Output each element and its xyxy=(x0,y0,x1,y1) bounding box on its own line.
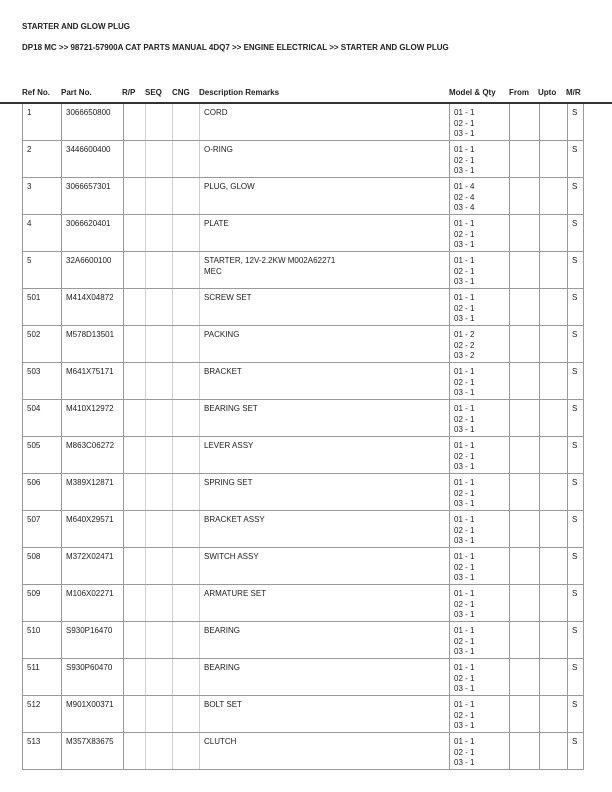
cell-rp xyxy=(124,215,146,252)
cell-model-qty: 01 - 1 02 - 1 03 - 1 xyxy=(450,400,510,437)
cell-description: ARMATURE SET xyxy=(200,585,450,622)
cell-cng xyxy=(173,622,200,659)
cell-from xyxy=(510,585,540,622)
cell-upto xyxy=(540,548,568,585)
cell-model-qty: 01 - 1 02 - 1 03 - 1 xyxy=(450,548,510,585)
cell-seq xyxy=(146,326,173,363)
cell-ref-no: 5 xyxy=(23,252,62,289)
cell-from xyxy=(510,104,540,141)
cell-from xyxy=(510,400,540,437)
cell-mr: S xyxy=(568,252,584,289)
cell-mr: S xyxy=(568,400,584,437)
parts-table-body xyxy=(23,104,584,770)
header-part-no: Part No. xyxy=(61,88,92,97)
cell-seq xyxy=(146,104,173,141)
cell-part-no: M863C06272 xyxy=(62,437,124,474)
table-row xyxy=(23,511,584,548)
cell-rp xyxy=(124,326,146,363)
cell-from xyxy=(510,622,540,659)
cell-part-no: 3066657301 xyxy=(62,178,124,215)
header-upto: Upto xyxy=(538,88,557,97)
cell-seq xyxy=(146,437,173,474)
table-row xyxy=(23,363,584,400)
cell-model-qty: 01 - 1 02 - 1 03 - 1 xyxy=(450,585,510,622)
table-row xyxy=(23,622,584,659)
header-model-qty: Model & Qty xyxy=(449,88,496,97)
cell-upto xyxy=(540,363,568,400)
cell-mr: S xyxy=(568,659,584,696)
cell-part-no: M357X83675 xyxy=(62,733,124,770)
cell-description: LEVER ASSY xyxy=(200,437,450,474)
cell-mr: S xyxy=(568,696,584,733)
cell-rp xyxy=(124,363,146,400)
cell-mr: S xyxy=(568,511,584,548)
cell-description: BEARING SET xyxy=(200,400,450,437)
cell-rp xyxy=(124,252,146,289)
cell-ref-no: 512 xyxy=(23,696,62,733)
cell-from xyxy=(510,733,540,770)
cell-rp xyxy=(124,511,146,548)
cell-rp xyxy=(124,104,146,141)
table-row xyxy=(23,104,584,141)
cell-part-no: M372X02471 xyxy=(62,548,124,585)
cell-description: BRACKET ASSY xyxy=(200,511,450,548)
table-row xyxy=(23,548,584,585)
cell-model-qty: 01 - 1 02 - 1 03 - 1 xyxy=(450,733,510,770)
header-cng: CNG xyxy=(172,88,190,97)
cell-mr: S xyxy=(568,289,584,326)
header-description: Description Remarks xyxy=(199,88,280,97)
cell-ref-no: 511 xyxy=(23,659,62,696)
cell-ref-no: 510 xyxy=(23,622,62,659)
cell-seq xyxy=(146,659,173,696)
cell-ref-no: 506 xyxy=(23,474,62,511)
cell-seq xyxy=(146,141,173,178)
cell-part-no: M414X04872 xyxy=(62,289,124,326)
cell-description: SWITCH ASSY xyxy=(200,548,450,585)
cell-upto xyxy=(540,622,568,659)
cell-description: SPRING SET xyxy=(200,474,450,511)
cell-seq xyxy=(146,363,173,400)
cell-from xyxy=(510,141,540,178)
cell-ref-no: 507 xyxy=(23,511,62,548)
cell-seq xyxy=(146,733,173,770)
cell-mr: S xyxy=(568,363,584,400)
header-rp: R/P xyxy=(122,88,136,97)
cell-description: STARTER, 12V-2.2KW M002A62271 MEC xyxy=(200,252,450,289)
cell-ref-no: 503 xyxy=(23,363,62,400)
cell-description: PLATE xyxy=(200,215,450,252)
cell-seq xyxy=(146,622,173,659)
cell-upto xyxy=(540,511,568,548)
cell-upto xyxy=(540,215,568,252)
cell-from xyxy=(510,215,540,252)
cell-mr: S xyxy=(568,178,584,215)
cell-model-qty: 01 - 1 02 - 1 03 - 1 xyxy=(450,289,510,326)
cell-from xyxy=(510,363,540,400)
cell-rp xyxy=(124,474,146,511)
cell-part-no: M578D13501 xyxy=(62,326,124,363)
cell-cng xyxy=(173,141,200,178)
cell-ref-no: 513 xyxy=(23,733,62,770)
cell-upto xyxy=(540,252,568,289)
cell-model-qty: 01 - 1 02 - 1 03 - 1 xyxy=(450,104,510,141)
cell-from xyxy=(510,696,540,733)
cell-cng xyxy=(173,400,200,437)
table-row xyxy=(23,289,584,326)
cell-upto xyxy=(540,696,568,733)
cell-ref-no: 505 xyxy=(23,437,62,474)
cell-description: BEARING xyxy=(200,622,450,659)
cell-upto xyxy=(540,437,568,474)
cell-upto xyxy=(540,659,568,696)
header-from: From xyxy=(509,88,529,97)
cell-cng xyxy=(173,326,200,363)
cell-seq xyxy=(146,289,173,326)
table-row xyxy=(23,326,584,363)
cell-part-no: 3066620401 xyxy=(62,215,124,252)
cell-mr: S xyxy=(568,622,584,659)
cell-from xyxy=(510,326,540,363)
cell-description: PLUG, GLOW xyxy=(200,178,450,215)
cell-rp xyxy=(124,585,146,622)
cell-part-no: S930P60470 xyxy=(62,659,124,696)
cell-description: BEARING xyxy=(200,659,450,696)
cell-upto xyxy=(540,400,568,437)
cell-cng xyxy=(173,474,200,511)
cell-description: BRACKET xyxy=(200,363,450,400)
cell-ref-no: 2 xyxy=(23,141,62,178)
cell-upto xyxy=(540,141,568,178)
header-mr: M/R xyxy=(566,88,581,97)
cell-model-qty: 01 - 2 02 - 2 03 - 2 xyxy=(450,326,510,363)
cell-from xyxy=(510,474,540,511)
cell-from xyxy=(510,289,540,326)
cell-seq xyxy=(146,252,173,289)
table-row xyxy=(23,733,584,770)
cell-description: BOLT SET xyxy=(200,696,450,733)
cell-mr: S xyxy=(568,141,584,178)
cell-cng xyxy=(173,585,200,622)
cell-rp xyxy=(124,289,146,326)
cell-part-no: M106X02271 xyxy=(62,585,124,622)
cell-upto xyxy=(540,289,568,326)
cell-ref-no: 502 xyxy=(23,326,62,363)
cell-cng xyxy=(173,215,200,252)
table-row xyxy=(23,178,584,215)
cell-part-no: 3066650800 xyxy=(62,104,124,141)
cell-part-no: 32A6600100 xyxy=(62,252,124,289)
cell-cng xyxy=(173,252,200,289)
cell-cng xyxy=(173,178,200,215)
cell-cng xyxy=(173,696,200,733)
breadcrumb: DP18 MC >> 98721-57900A CAT PARTS MANUAL 4DQ7 >> ENGINE ELECTRICAL >> STARTER AND GLOW PLUG xyxy=(22,43,449,52)
table-row xyxy=(23,252,584,289)
cell-model-qty: 01 - 1 02 - 1 03 - 1 xyxy=(450,252,510,289)
cell-model-qty: 01 - 1 02 - 1 03 - 1 xyxy=(450,141,510,178)
cell-description: CORD xyxy=(200,104,450,141)
cell-seq xyxy=(146,474,173,511)
cell-description: PACKING xyxy=(200,326,450,363)
cell-rp xyxy=(124,548,146,585)
cell-from xyxy=(510,437,540,474)
cell-model-qty: 01 - 1 02 - 1 03 - 1 xyxy=(450,696,510,733)
table-row xyxy=(23,400,584,437)
parts-table xyxy=(22,104,584,770)
cell-cng xyxy=(173,548,200,585)
cell-ref-no: 508 xyxy=(23,548,62,585)
table-row xyxy=(23,437,584,474)
table-row xyxy=(23,659,584,696)
cell-mr: S xyxy=(568,437,584,474)
cell-rp xyxy=(124,733,146,770)
cell-seq xyxy=(146,178,173,215)
cell-model-qty: 01 - 1 02 - 1 03 - 1 xyxy=(450,511,510,548)
cell-cng xyxy=(173,659,200,696)
cell-seq xyxy=(146,511,173,548)
cell-rp xyxy=(124,141,146,178)
cell-model-qty: 01 - 1 02 - 1 03 - 1 xyxy=(450,215,510,252)
cell-ref-no: 504 xyxy=(23,400,62,437)
cell-description: O-RING xyxy=(200,141,450,178)
table-row xyxy=(23,696,584,733)
cell-upto xyxy=(540,585,568,622)
cell-description: SCREW SET xyxy=(200,289,450,326)
cell-seq xyxy=(146,696,173,733)
cell-mr: S xyxy=(568,548,584,585)
cell-cng xyxy=(173,733,200,770)
cell-ref-no: 501 xyxy=(23,289,62,326)
cell-rp xyxy=(124,437,146,474)
cell-rp xyxy=(124,400,146,437)
cell-upto xyxy=(540,104,568,141)
cell-part-no: M410X12972 xyxy=(62,400,124,437)
cell-part-no: M389X12871 xyxy=(62,474,124,511)
cell-model-qty: 01 - 4 02 - 4 03 - 4 xyxy=(450,178,510,215)
cell-mr: S xyxy=(568,585,584,622)
cell-part-no: M640X29571 xyxy=(62,511,124,548)
cell-cng xyxy=(173,511,200,548)
cell-seq xyxy=(146,548,173,585)
table-row xyxy=(23,585,584,622)
cell-rp xyxy=(124,659,146,696)
table-row xyxy=(23,141,584,178)
cell-mr: S xyxy=(568,215,584,252)
cell-part-no: M641X75171 xyxy=(62,363,124,400)
cell-from xyxy=(510,178,540,215)
cell-cng xyxy=(173,363,200,400)
cell-part-no: S930P16470 xyxy=(62,622,124,659)
cell-mr: S xyxy=(568,104,584,141)
header-seq: SEQ xyxy=(145,88,162,97)
cell-cng xyxy=(173,437,200,474)
cell-model-qty: 01 - 1 02 - 1 03 - 1 xyxy=(450,474,510,511)
cell-rp xyxy=(124,622,146,659)
cell-seq xyxy=(146,400,173,437)
cell-mr: S xyxy=(568,733,584,770)
cell-rp xyxy=(124,696,146,733)
header-ref-no: Ref No. xyxy=(22,88,50,97)
cell-ref-no: 509 xyxy=(23,585,62,622)
cell-from xyxy=(510,659,540,696)
cell-from xyxy=(510,548,540,585)
cell-description: CLUTCH xyxy=(200,733,450,770)
cell-upto xyxy=(540,178,568,215)
cell-model-qty: 01 - 1 02 - 1 03 - 1 xyxy=(450,437,510,474)
cell-upto xyxy=(540,733,568,770)
cell-ref-no: 1 xyxy=(23,104,62,141)
page-title: STARTER AND GLOW PLUG xyxy=(22,22,130,31)
cell-from xyxy=(510,252,540,289)
table-row xyxy=(23,474,584,511)
cell-from xyxy=(510,511,540,548)
cell-upto xyxy=(540,326,568,363)
cell-seq xyxy=(146,585,173,622)
cell-upto xyxy=(540,474,568,511)
cell-cng xyxy=(173,104,200,141)
cell-part-no: M901X00371 xyxy=(62,696,124,733)
cell-part-no: 3446600400 xyxy=(62,141,124,178)
cell-model-qty: 01 - 1 02 - 1 03 - 1 xyxy=(450,363,510,400)
cell-model-qty: 01 - 1 02 - 1 03 - 1 xyxy=(450,622,510,659)
table-row xyxy=(23,215,584,252)
cell-ref-no: 3 xyxy=(23,178,62,215)
cell-cng xyxy=(173,289,200,326)
cell-model-qty: 01 - 1 02 - 1 03 - 1 xyxy=(450,659,510,696)
cell-seq xyxy=(146,215,173,252)
cell-rp xyxy=(124,178,146,215)
cell-mr: S xyxy=(568,474,584,511)
cell-ref-no: 4 xyxy=(23,215,62,252)
cell-mr: S xyxy=(568,326,584,363)
